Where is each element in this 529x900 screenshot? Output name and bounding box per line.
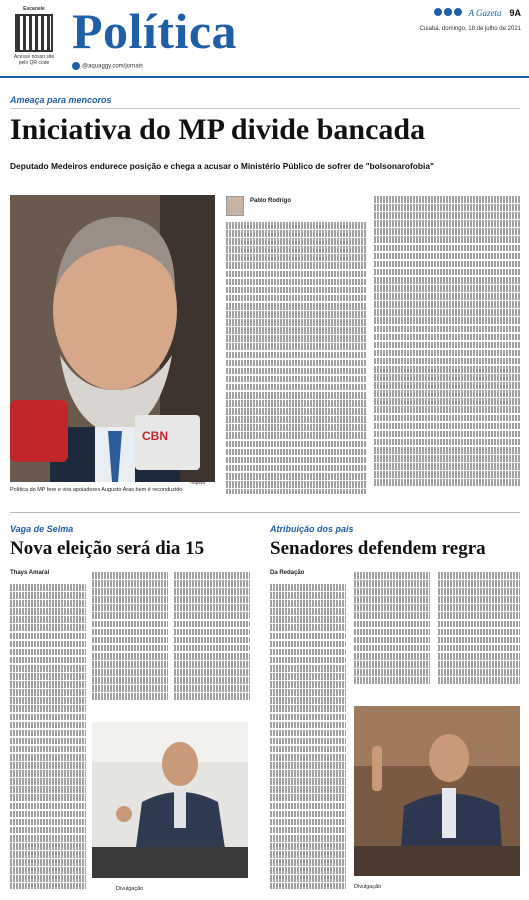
social-handle: @aquaggy.com/jornais [72,62,143,70]
left-body-col2 [92,572,168,712]
main-kicker: Ameaça para mencoros [10,95,112,105]
twitter-icon [454,8,462,16]
qr-caption-top: Escaneie [23,6,45,12]
left-kicker: Vaga de Selma [10,524,74,534]
speaker-at-desk-image [92,722,248,878]
left-photo [92,722,248,878]
right-headline: Senadores defendem regra [270,538,486,559]
main-body-col2 [374,196,520,494]
qr-code-icon [15,14,53,52]
left-body-col3 [174,572,250,712]
main-deck: Deputado Medeiros endurece posição e chega a acusar o Ministério Público de sofrer de "bolsonarofobia" [10,161,434,171]
left-byline: Thays Amaral [10,570,50,576]
right-body-col2 [354,572,430,697]
brand-name: A Gazeta [468,8,502,18]
instagram-icon [444,8,452,16]
masthead-right [432,8,521,18]
right-byline: Da Redação [270,570,305,576]
right-kicker: Atribuição dos pais [270,524,354,534]
main-photo [10,195,215,482]
web-icon [72,62,80,70]
senator-speaking-image [354,706,520,876]
right-body-col3 [438,572,520,697]
main-body-col1 [226,222,366,494]
social-icons [432,11,462,18]
left-headline: Nova eleição será dia 15 [10,538,205,559]
divider [10,512,520,513]
page-header [0,0,529,78]
section-title: Política [72,3,238,59]
qr-caption-bottom: Acesse nosso site pelo QR code [13,54,55,66]
edition-date: Cuiabá, domingo, 18 de julho de 2021 [419,26,521,32]
right-photo-credit: Divulgação [354,884,382,890]
author-name: Pablo Rodrigo [250,198,291,204]
author-block [226,196,291,216]
main-headline: Iniciativa do MP divide bancada [10,113,426,146]
facebook-icon [434,8,442,16]
svg-text:CBN: CBN [142,429,168,443]
right-body-col1 [270,584,346,889]
left-body-col1 [10,584,86,889]
main-photo-credit: Arquivo [190,480,206,485]
main-photo-caption: Política do MP fere e vira apoiadores Augusto Aras bem é reconduzido [10,487,183,493]
right-photo [354,706,520,876]
author-avatar [226,196,244,216]
left-photo-credit: Divulgação [116,886,144,892]
page-number: 9A [509,8,521,18]
qr-code-block [12,6,56,64]
man-portrait-image [10,195,215,482]
divider [10,108,520,109]
